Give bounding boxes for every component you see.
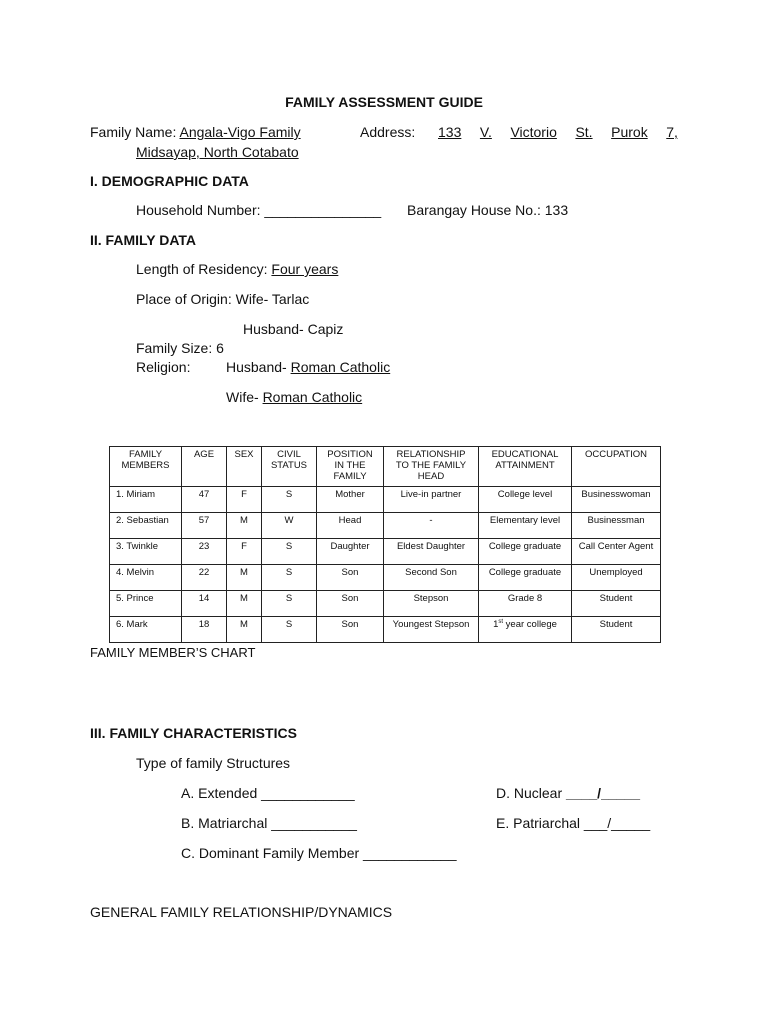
cell-age: 18 [182,617,227,643]
religion-husband [226,359,390,375]
cell-status: S [262,591,317,617]
address-word: Victorio [510,124,557,140]
cell-relationship: Youngest Stepson [384,617,479,643]
table-row [110,513,661,539]
barangay-house-number: Barangay House No.: 133 [407,202,569,218]
family-name-label: Family Name: [90,124,177,140]
length-of-residency [136,261,338,277]
header-text: FAMILY [128,449,163,460]
cell-age: 14 [182,591,227,617]
cell-age: 23 [182,539,227,565]
family-structure-type-label: Type of family Structures [136,755,291,771]
cell-name: 1. Miriam [110,487,182,513]
header-educational-attainment [479,447,572,487]
header-text: TO THE FAMILY [395,460,467,471]
cell-position: Mother [317,487,384,513]
header-text: SEX [234,449,254,460]
cell-relationship: Eldest Daughter [384,539,479,565]
cell-age: 47 [182,487,227,513]
cell-sex: F [227,487,262,513]
header-civil-status [262,447,317,487]
cell-sex: M [227,513,262,539]
cell-occupation: Businessman [572,513,661,539]
cell-relationship: - [384,513,479,539]
table-row [110,539,661,565]
header-text: AGE [193,449,215,460]
cell-status: W [262,513,317,539]
education-rest: year college [503,619,557,630]
household-number: Household Number: _______________ [136,202,382,218]
family-name-value: Angala-Vigo Family [179,124,301,140]
cell-occupation: Student [572,591,661,617]
education-number: 1 [493,619,499,630]
wife-religion: Roman Catholic [262,389,363,405]
residency-value: Four years [271,261,339,277]
address-word: 133 [438,124,462,140]
section-family-data-heading: II. FAMILY DATA [90,232,197,248]
table-row [110,617,661,643]
cell-occupation: Student [572,617,661,643]
education-ordinal: st [498,618,504,625]
address-label: Address: [360,124,416,140]
option-matriarchal: B. Matriarchal ___________ [181,815,357,831]
header-text: MEMBERS [121,460,170,471]
cell-education: College graduate [479,539,572,565]
cell-name: 2. Sebastian [110,513,182,539]
table-row [110,487,661,513]
section-family-characteristics-heading: III. FAMILY CHARACTERISTICS [90,725,297,741]
family-size: Family Size: 6 [136,340,224,356]
option-dominant-family-member: C. Dominant Family Member ____________ [181,845,457,861]
cell-status: S [262,539,317,565]
address-line-1 [438,124,678,140]
address-line-2: Midsayap, North Cotabato [136,144,299,160]
cell-occupation: Call Center Agent [572,539,661,565]
cell-status: S [262,565,317,591]
cell-sex: F [227,539,262,565]
cell-age: 22 [182,565,227,591]
cell-education: College graduate [479,565,572,591]
cell-relationship: Second Son [384,565,479,591]
header-age [182,447,227,487]
option-nuclear [496,785,640,801]
header-text: HEAD [417,471,445,482]
cell-education: Grade 8 [479,591,572,617]
cell-position: Head [317,513,384,539]
header-text: EDUCATIONAL [491,449,559,460]
table-caption: FAMILY MEMBER’S CHART [90,645,256,660]
section-demographic-heading: I. DEMOGRAPHIC DATA [90,173,249,189]
nuclear-label: D. Nuclear [496,785,563,801]
cell-occupation: Businesswoman [572,487,661,513]
option-patriarchal: E. Patriarchal ___/_____ [496,815,651,831]
religion-label: Religion: [136,359,191,375]
residency-label: Length of Residency: [136,261,268,277]
origin-husband: Husband- Capiz [243,321,344,337]
address-word: Purok [611,124,648,140]
religion-wife [226,389,362,405]
header-relationship [384,447,479,487]
origin-wife: Place of Origin: Wife- Tarlac [136,291,310,307]
family-name-line [90,124,301,140]
wife-label: Wife- [226,389,259,405]
cell-education: College level [479,487,572,513]
cell-position: Son [317,565,384,591]
table-header-row [110,447,661,487]
header-text: POSITION [327,449,373,460]
header-position [317,447,384,487]
cell-sex: M [227,565,262,591]
cell-name: 5. Prince [110,591,182,617]
husband-label: Husband- [226,359,287,375]
cell-position: Daughter [317,539,384,565]
document-title: FAMILY ASSESSMENT GUIDE [285,94,483,110]
cell-name: 4. Melvin [110,565,182,591]
cell-relationship: Stepson [384,591,479,617]
option-extended: A. Extended ____________ [181,785,355,801]
header-text: ATTAINMENT [495,460,555,471]
general-family-relationship-heading: GENERAL FAMILY RELATIONSHIP/DYNAMICS [90,904,393,920]
nuclear-mark: ____/_____ [566,785,640,801]
cell-sex: M [227,617,262,643]
header-text: CIVIL [277,449,301,460]
cell-relationship: Live-in partner [384,487,479,513]
table-row [110,591,661,617]
cell-status: S [262,617,317,643]
cell-position: Son [317,617,384,643]
cell-occupation: Unemployed [572,565,661,591]
address-word: St. [575,124,593,140]
header-text: STATUS [270,460,308,471]
family-members-table [109,446,661,643]
cell-name: 3. Twinkle [110,539,182,565]
husband-religion: Roman Catholic [290,359,391,375]
header-text: OCCUPATION [585,449,647,460]
cell-age: 57 [182,513,227,539]
address-word: V. [479,124,492,140]
header-occupation [572,447,661,487]
cell-name: 6. Mark [110,617,182,643]
header-family-members [110,447,182,487]
header-sex [227,447,262,487]
table-row [110,565,661,591]
cell-education [479,617,572,643]
header-text: RELATIONSHIP [396,449,466,460]
cell-status: S [262,487,317,513]
header-text: FAMILY [333,471,367,482]
address-word: 7, [666,124,678,140]
cell-education: Elementary level [479,513,572,539]
cell-position: Son [317,591,384,617]
cell-sex: M [227,591,262,617]
header-text: IN THE [334,460,366,471]
